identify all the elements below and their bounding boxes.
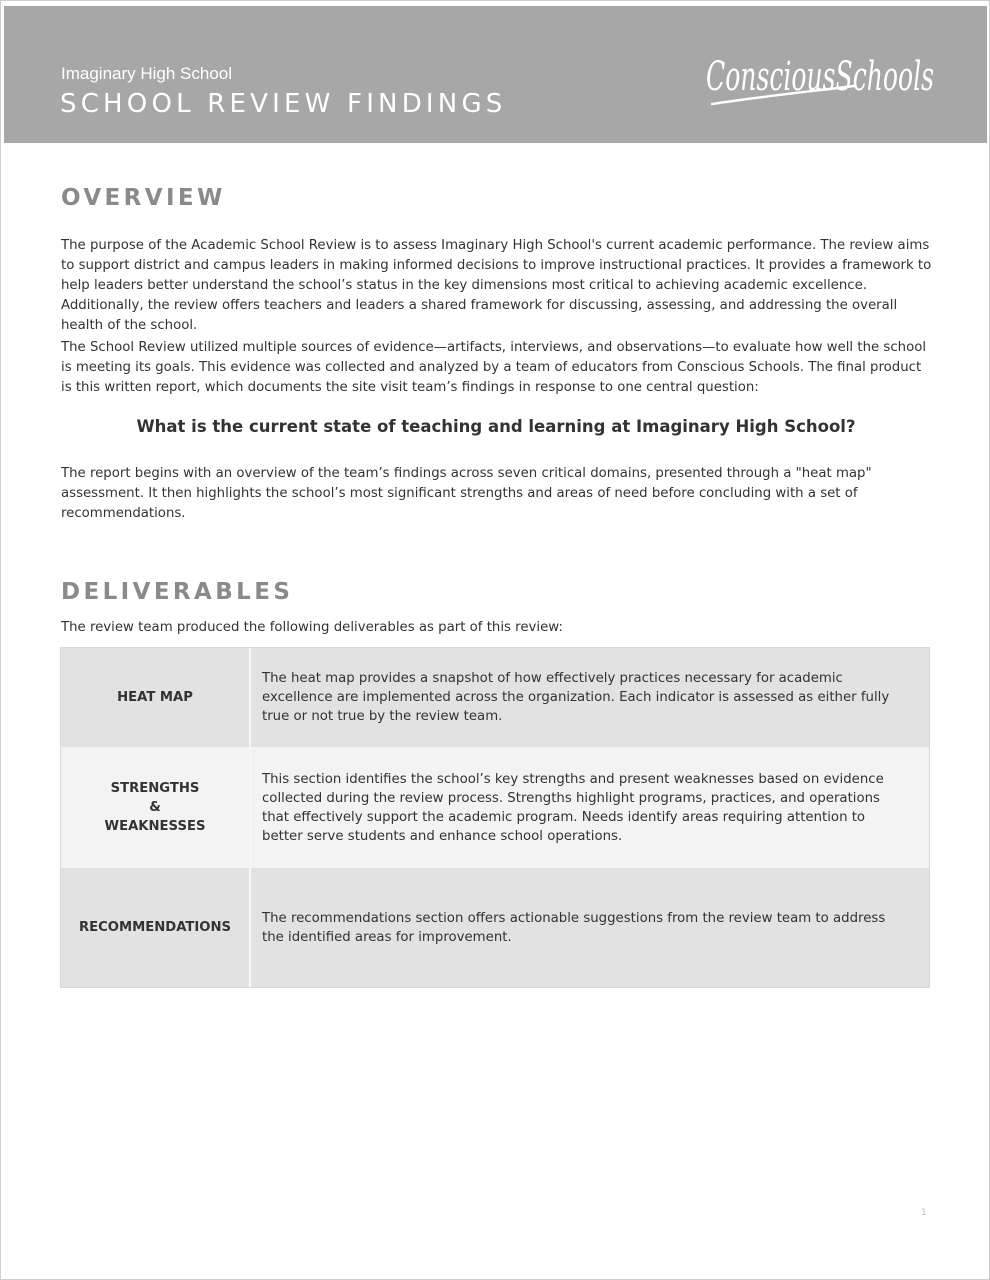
deliverables-table [60, 647, 930, 988]
page-header [4, 6, 987, 143]
deliverable-row-strengths-weaknesses [61, 747, 929, 867]
overview-paragraph-1: The purpose of the Academic School Review is to assess Imaginary High School's current academic performance. The review aims to support district and campus leaders in making informed decisions to improve instructional practices. It provides a framework to help leaders better understand the school’s status in the key dimensions most critical to achieving academic excellence. Additionally, the review offers teachers and leaders a shared framework for discussing, assessing, and addressing the overall health of the school. [61, 238, 932, 333]
deliverable-label-line: RECOMMENDATIONS [78, 920, 232, 935]
logo-wordmark: ConsciousSchools [706, 54, 934, 100]
overview-paragraph-2: The School Review utilized multiple sources of evidence—artifacts, interviews, and observations—to evaluate how well the school is meeting its goals. This evidence was collected and analyzed by a team of educators from Conscious Schools. The final product is this written report, which documents the site visit team’s findings in response to one central question: [61, 340, 927, 395]
overview-heading: OVERVIEW [61, 185, 226, 211]
deliverable-description [251, 868, 929, 987]
page-number: 1 [921, 1208, 927, 1218]
deliverable-row-heat-map [61, 648, 929, 747]
conscious-schools-logo [704, 46, 940, 112]
deliverable-label [61, 868, 251, 987]
school-name: Imaginary High School [61, 64, 233, 83]
document-title: SCHOOL REVIEW FINDINGS [60, 89, 507, 119]
deliverable-description-text: The heat map provides a snapshot of how effectively practices necessary for academic excellence are implemented across the organization. Each indicator is assessed as either fully true or not true by the review team. [262, 671, 890, 724]
deliverable-row-recommendations [61, 867, 929, 987]
central-question: What is the current state of teaching and learning at Imaginary High School? [136, 417, 856, 436]
deliverable-description [251, 648, 929, 747]
deliverable-label [61, 648, 251, 747]
overview-paragraph-3: The report begins with an overview of the team’s findings across seven critical domains, presented through a "heat map" assessment. It then highlights the school’s most significant strengths and areas of need before concluding with a set of recommendations. [61, 466, 872, 521]
deliverable-label-line: STRENGTHS [110, 781, 200, 796]
deliverable-label-line: HEAT MAP [117, 690, 193, 705]
deliverable-description-text: The recommendations section offers actionable suggestions from the review team to address the identified areas for improvement. [262, 910, 886, 945]
deliverables-intro: The review team produced the following deliverables as part of this review: [61, 620, 563, 635]
deliverable-label-line: & [149, 800, 161, 815]
deliverable-description [251, 748, 929, 867]
deliverable-label-line: WEAKNESSES [104, 819, 206, 834]
deliverable-description-text: This section identifies the school’s key strengths and present weaknesses based on evidence collected during the review process. Strengths highlight programs, practices, and operations that effectively support the academic program. Needs identify areas requiring attention to better serve students and enhance school operations. [262, 771, 884, 844]
deliverable-label [61, 748, 251, 867]
deliverables-heading: DELIVERABLES [61, 579, 294, 605]
